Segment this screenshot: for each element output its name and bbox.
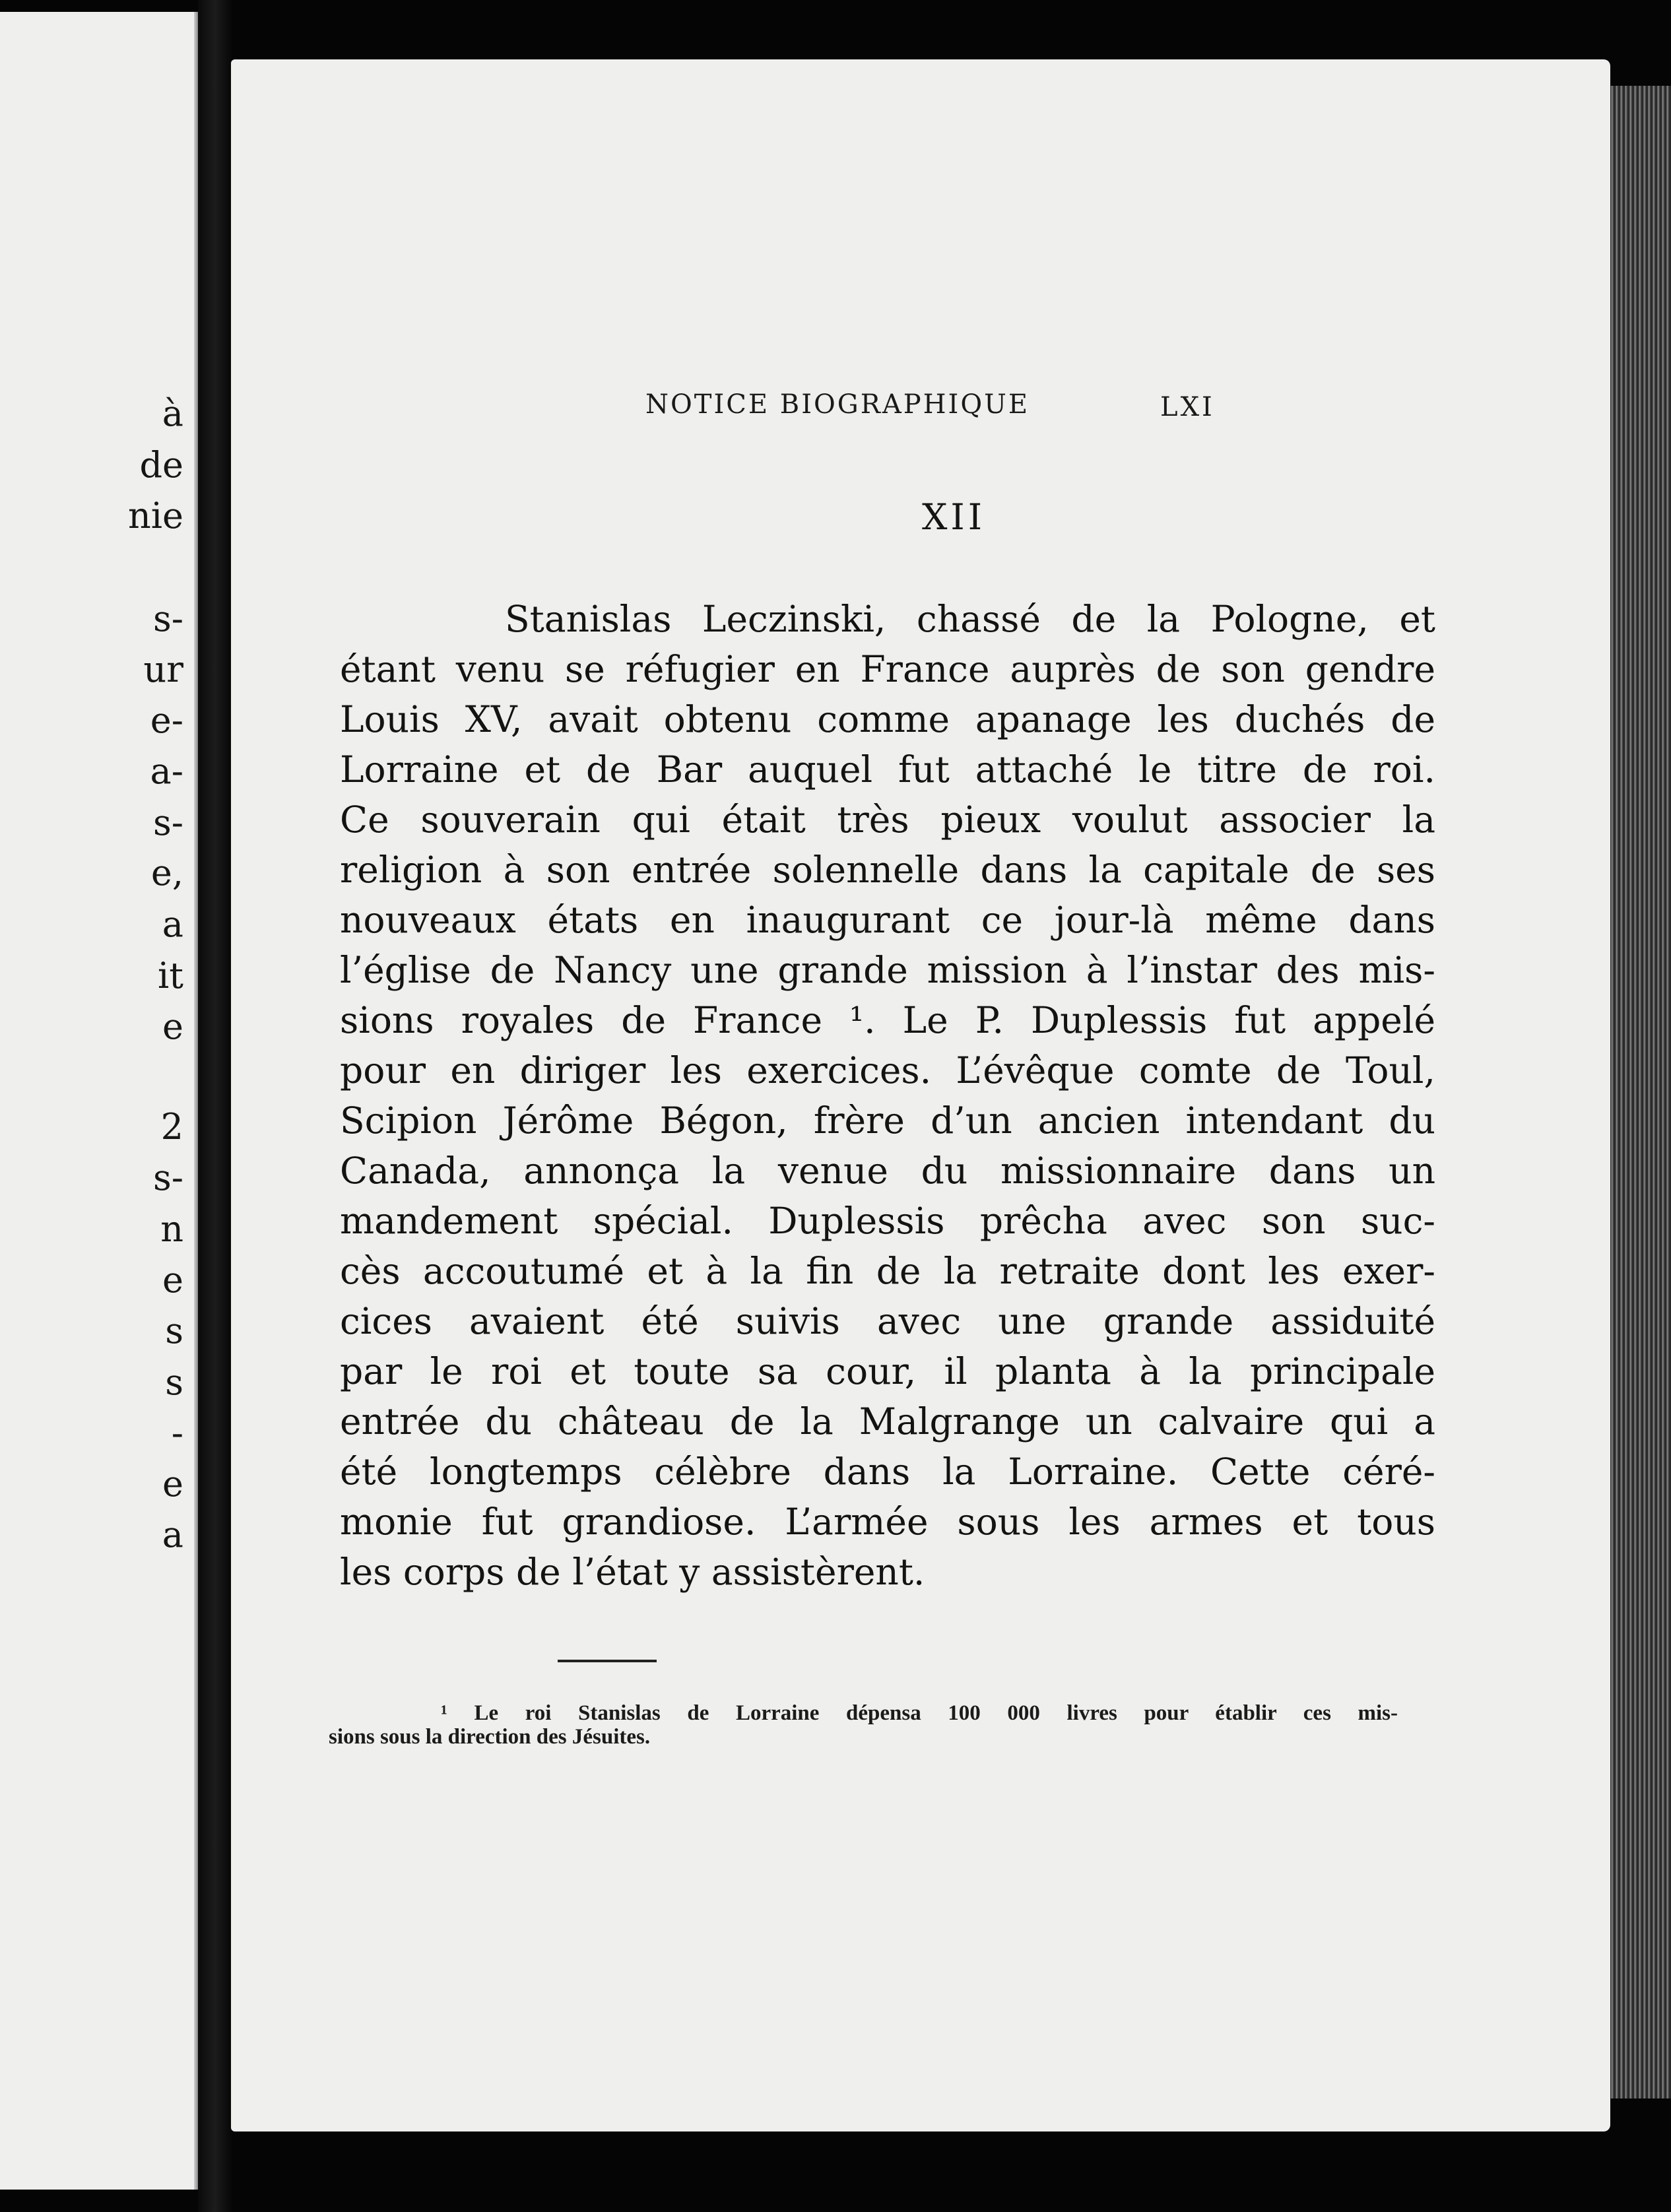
left-page-fragment: s- bbox=[153, 598, 183, 639]
text-line: été longtemps célèbre dans la Lorraine. Cette céré- bbox=[340, 1450, 1435, 1493]
left-page-fragment: n bbox=[160, 1208, 183, 1250]
text-line: entrée du château de la Malgrange un calvaire qui a bbox=[340, 1400, 1435, 1443]
left-page-fragment: e, bbox=[150, 852, 183, 894]
text-line: Louis XV, avait obtenu comme apanage les duchés de bbox=[340, 698, 1435, 740]
text-line: pour en diriger les exercices. L’évêque comte de Toul, bbox=[340, 1049, 1435, 1091]
left-page-fragment: it bbox=[158, 955, 183, 996]
book-page bbox=[231, 59, 1610, 2131]
left-page-fragment: e- bbox=[150, 699, 183, 741]
footnote-line: ¹ Le roi Stanislas de Lorraine dépensa 100 000 livres pour établir ces mis- bbox=[441, 1701, 1398, 1725]
left-page-fragment: s- bbox=[153, 1157, 183, 1198]
text-line: nouveaux états en inaugurant ce jour-là même dans bbox=[340, 899, 1435, 941]
text-line: Lorraine et de Bar auquel fut attaché le titre de roi. bbox=[340, 748, 1435, 791]
page-edges-stack bbox=[1600, 86, 1671, 2098]
text-line: mandement spécial. Duplessis prêcha avec son suc- bbox=[340, 1200, 1435, 1242]
text-line: religion à son entrée solennelle dans la capitale de ses bbox=[340, 849, 1435, 891]
left-page-fragment: a- bbox=[150, 750, 183, 792]
text-line: l’église de Nancy une grande mission à l’instar des mis- bbox=[340, 949, 1435, 991]
footnote bbox=[329, 1701, 1398, 1749]
left-page-fragment: a bbox=[162, 1514, 183, 1555]
text-line: monie fut grandiose. L’armée sous les armes et tous bbox=[340, 1501, 1435, 1543]
text-line: Ce souverain qui était très pieux voulut associer la bbox=[340, 798, 1435, 841]
left-page-fragment: - bbox=[171, 1412, 183, 1454]
left-page-fragment: à bbox=[162, 393, 183, 434]
book-gutter bbox=[198, 0, 232, 2212]
text-line: cès accoutumé et à la fin de la retraite dont les exer- bbox=[340, 1250, 1435, 1292]
left-page-fragment: 2 bbox=[160, 1106, 183, 1148]
text-line: étant venu se réfugier en France auprès de son gendre bbox=[340, 648, 1435, 690]
left-page-fragment: s bbox=[165, 1361, 183, 1403]
left-page-fragment: de bbox=[139, 444, 183, 486]
text-line: les corps de l’état y assistèrent. bbox=[340, 1551, 925, 1593]
left-page-fragment: e bbox=[162, 1463, 183, 1505]
text-line: sions royales de France ¹. Le P. Duplessis fut appelé bbox=[340, 999, 1435, 1041]
text-line: Scipion Jérôme Bégon, frère d’un ancien intendant du bbox=[340, 1099, 1435, 1142]
previous-page-fragment bbox=[0, 12, 198, 2190]
text-line: Stanislas Leczinski, chassé de la Pologne, et bbox=[505, 598, 1435, 640]
running-head bbox=[231, 389, 1610, 429]
left-page-fragment: a bbox=[162, 903, 183, 945]
text-line: Canada, annonça la venue du missionnaire dans un bbox=[340, 1150, 1435, 1192]
left-page-fragment: s- bbox=[153, 802, 183, 843]
footnote-line: sions sous la direction des Jésuites. bbox=[329, 1725, 651, 1749]
left-page-fragment: ur bbox=[143, 649, 183, 690]
body-paragraph bbox=[340, 594, 1435, 1597]
section-heading: XII bbox=[921, 496, 986, 538]
text-line: cices avaient été suivis avec une grande assiduité bbox=[340, 1300, 1435, 1342]
text-line: par le roi et toute sa cour, il planta à la principale bbox=[340, 1350, 1435, 1392]
left-page-fragment: nie bbox=[127, 495, 183, 537]
left-page-fragment: e bbox=[162, 1259, 183, 1301]
left-page-fragment: s bbox=[165, 1310, 183, 1351]
left-page-fragment: e bbox=[162, 1006, 183, 1047]
page-number: LXI bbox=[1160, 392, 1215, 422]
running-head-title: NOTICE BIOGRAPHIQUE bbox=[645, 389, 1030, 420]
footnote-rule bbox=[558, 1660, 657, 1662]
